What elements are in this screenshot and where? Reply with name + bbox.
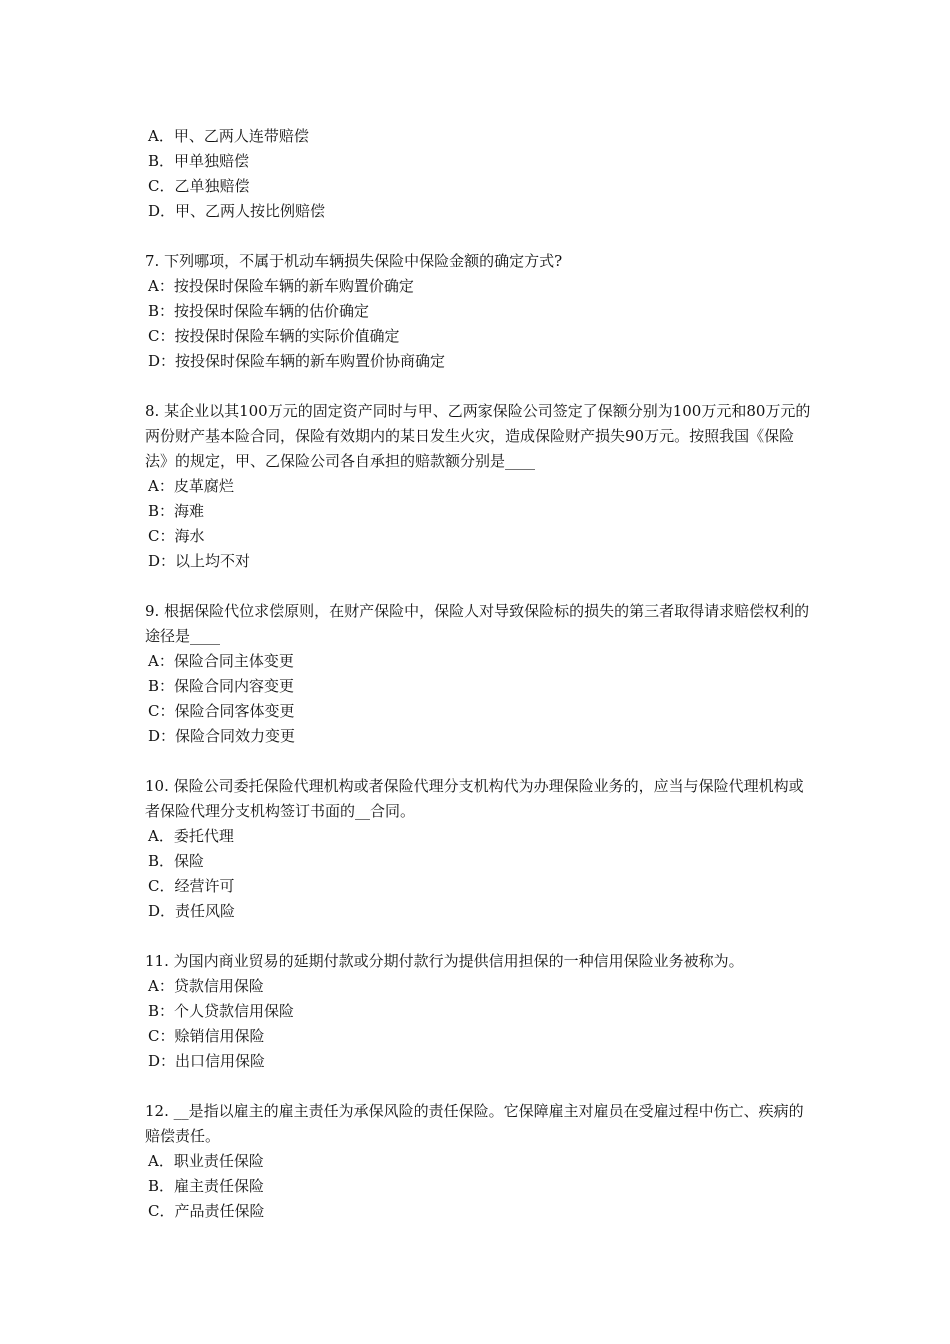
option-d: D：以上均不对: [148, 552, 251, 570]
option-a: A．委托代理: [148, 827, 234, 845]
option-c: C：赊销信用保险: [148, 1027, 265, 1045]
option-b: B：个人贷款信用保险: [148, 1002, 295, 1020]
question-text: 10. 保险公司委托保险代理机构或者保险代理分支机构代为办理保险业务的，应当与保险代理机构或者保险代理分支机构签订书面的__合同。: [145, 777, 804, 820]
question-block-10: [145, 774, 815, 924]
option-d: D：出口信用保险: [148, 1052, 266, 1070]
option-b: B．甲单独赔偿: [148, 152, 250, 170]
question-text: 7. 下列哪项，不属于机动车辆损失保险中保险金额的确定方式?: [145, 252, 563, 270]
option-d: D．甲、乙两人按比例赔偿: [148, 202, 326, 220]
question-block-11: [145, 949, 815, 1074]
question-block-6-continued: [145, 124, 815, 224]
document-page: [145, 124, 815, 1249]
option-b: B：保险合同内容变更: [148, 677, 295, 695]
option-b: B：海难: [148, 502, 205, 520]
option-a: A：贷款信用保险: [148, 977, 264, 995]
option-c: C：按投保时保险车辆的实际价值确定: [148, 327, 400, 345]
option-d: D：按投保时保险车辆的新车购置价协商确定: [148, 352, 446, 370]
option-a: A：按投保时保险车辆的新车购置价确定: [148, 277, 414, 295]
option-c: C：保险合同客体变更: [148, 702, 295, 720]
question-text: 11. 为国内商业贸易的延期付款或分期付款行为提供信用担保的一种信用保险业务被称为。: [145, 952, 744, 970]
option-d: D：保险合同效力变更: [148, 727, 296, 745]
question-text: 9. 根据保险代位求偿原则，在财产保险中，保险人对导致保险标的损失的第三者取得请求赔偿权利的途径是____: [145, 602, 810, 645]
question-text: 8. 某企业以其100万元的固定资产同时与甲、乙两家保险公司签定了保额分别为100万元和80万元的两份财产基本险合同，保险有效期内的某日发生火灾，造成保险财产损失90万元。按照我国《保险法》的规定，甲、乙保险公司各自承担的赔款额分别是____: [145, 402, 811, 470]
option-c: C．产品责任保险: [148, 1202, 265, 1220]
question-block-12: [145, 1099, 815, 1224]
option-a: A．甲、乙两人连带赔偿: [148, 127, 309, 145]
option-d: D．责任风险: [148, 902, 236, 920]
question-text: 12. __是指以雇主的雇主责任为承保风险的责任保险。它保障雇主对雇员在受雇过程中伤亡、疾病的赔偿责任。: [145, 1102, 804, 1145]
option-b: B．保险: [148, 852, 205, 870]
option-c: C．经营许可: [148, 877, 235, 895]
option-c: C．乙单独赔偿: [148, 177, 250, 195]
option-b: B．雇主责任保险: [148, 1177, 265, 1195]
option-a: A．职业责任保险: [148, 1152, 264, 1170]
option-b: B：按投保时保险车辆的估价确定: [148, 302, 370, 320]
question-block-8: [145, 399, 815, 574]
option-c: C：海水: [148, 527, 205, 545]
option-a: A：皮革腐烂: [148, 477, 234, 495]
option-a: A：保险合同主体变更: [148, 652, 294, 670]
question-block-9: [145, 599, 815, 749]
question-block-7: [145, 249, 815, 374]
